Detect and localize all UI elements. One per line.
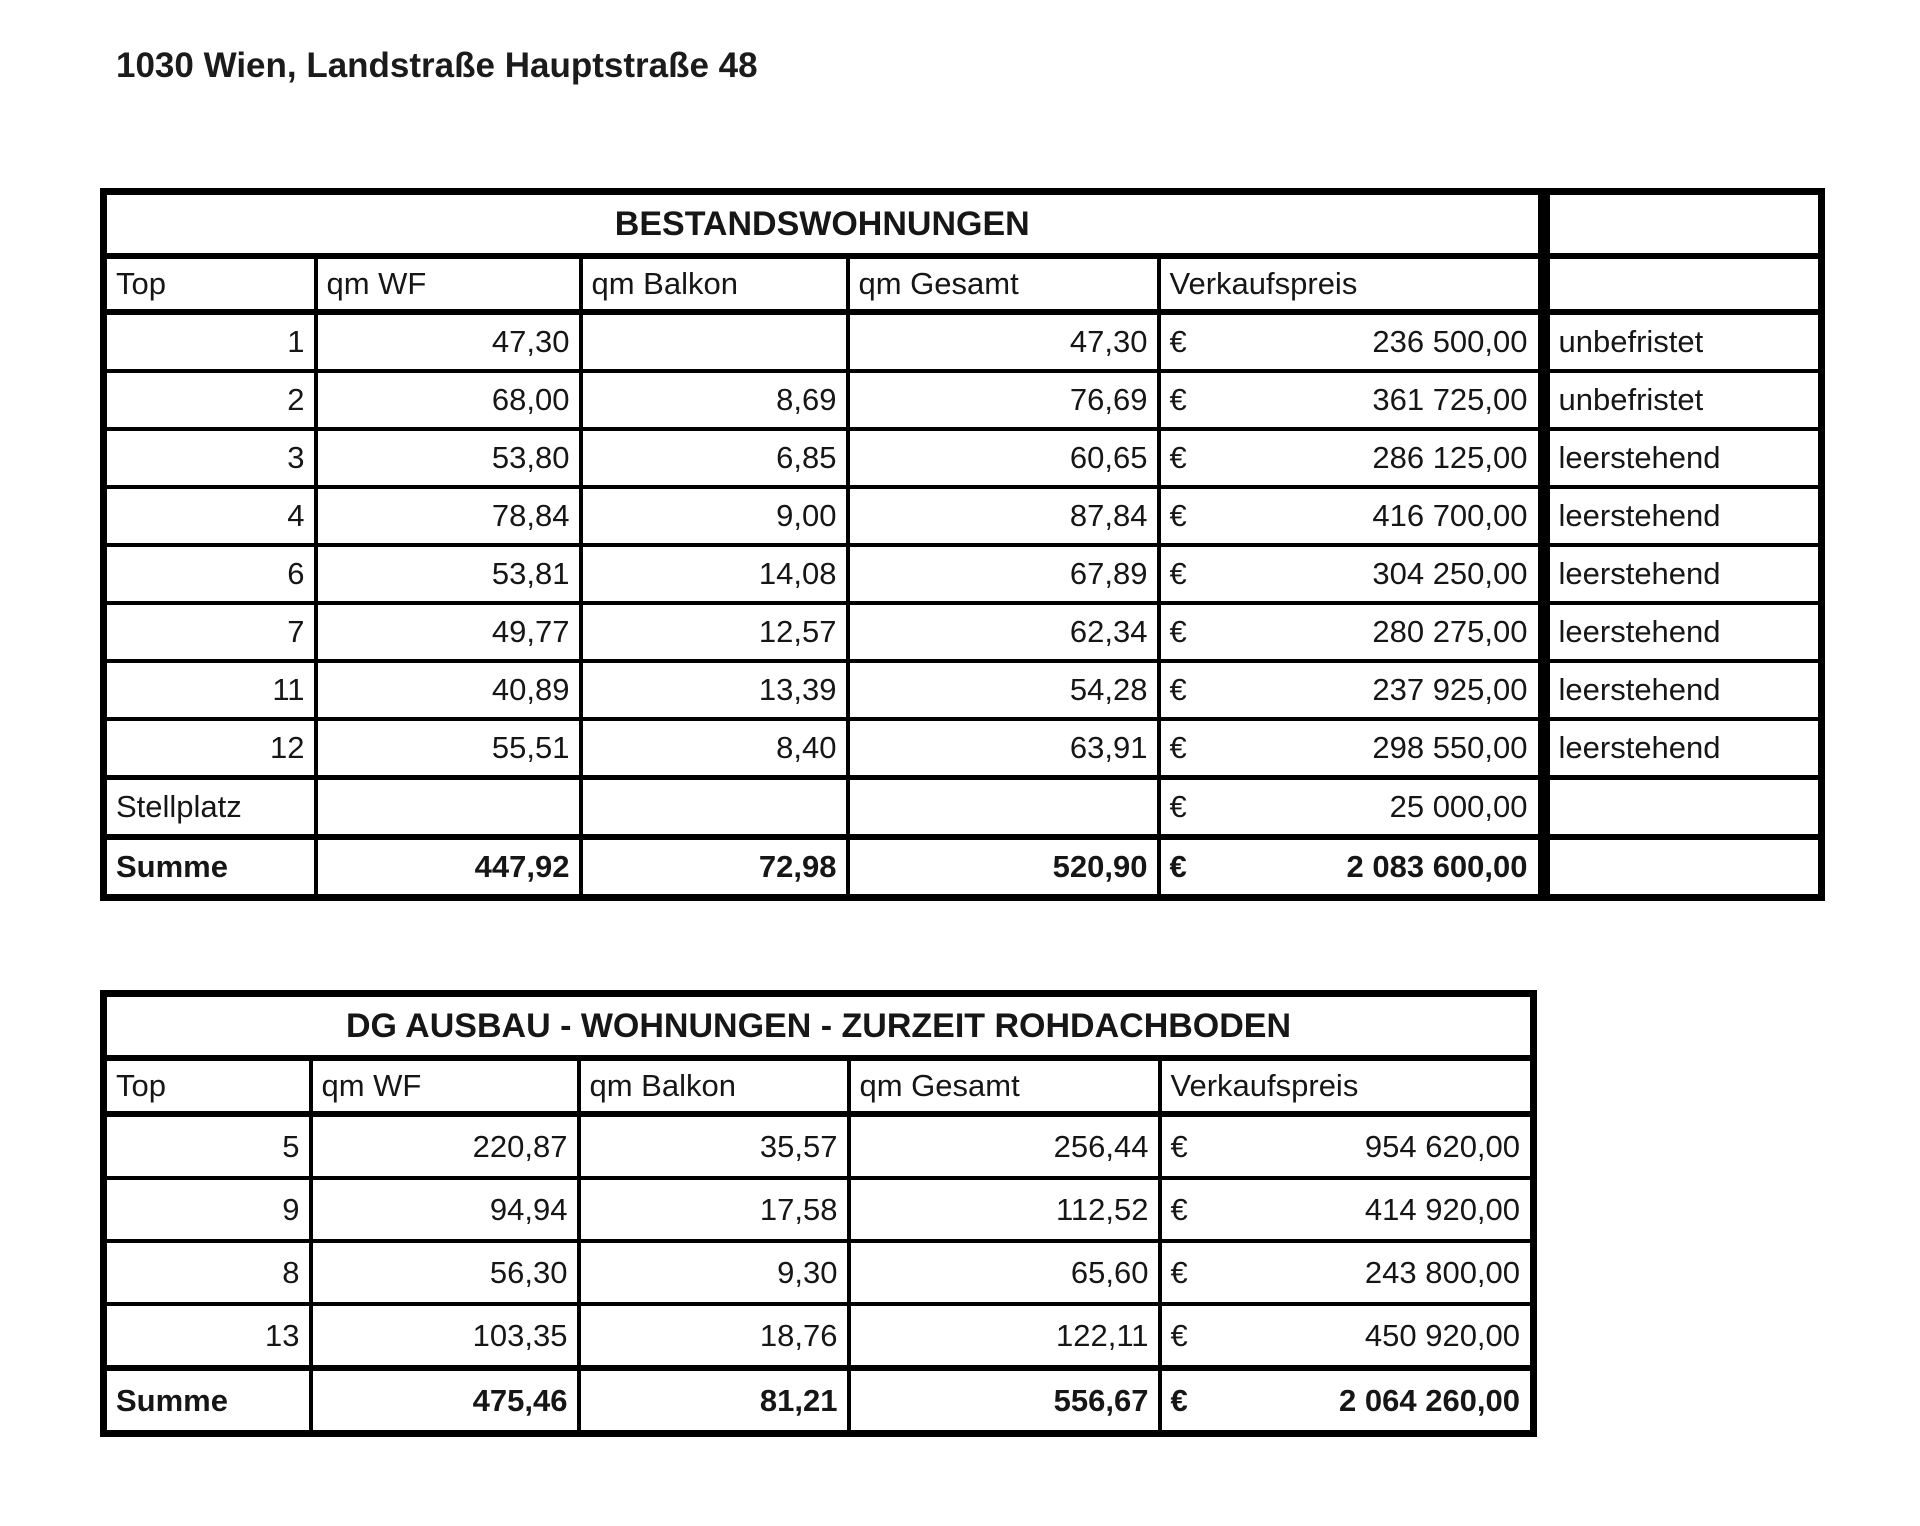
euro-sign: € bbox=[1169, 324, 1187, 359]
cell-qm-wf: 103,35 bbox=[311, 1304, 579, 1368]
price-amount: 236 500,00 bbox=[1372, 324, 1528, 359]
cell-qm-wf: 55,51 bbox=[316, 719, 581, 778]
cell-price bbox=[1159, 429, 1544, 487]
cell-qm-wf: 447,92 bbox=[316, 837, 581, 898]
cell-status: leerstehend bbox=[1544, 487, 1822, 545]
euro-sign: € bbox=[1170, 1128, 1188, 1164]
cell-price bbox=[1160, 1368, 1534, 1434]
cell-status: leerstehend bbox=[1544, 661, 1822, 719]
cell-top: Summe bbox=[104, 1368, 311, 1434]
col-header-top: Top bbox=[104, 256, 316, 312]
cell-qm-wf: 53,81 bbox=[316, 545, 581, 603]
cell-qm-wf: 220,87 bbox=[311, 1114, 579, 1178]
euro-sign: € bbox=[1169, 498, 1187, 533]
cell-qm-balkon: 8,40 bbox=[581, 719, 848, 778]
table-row bbox=[104, 312, 1822, 371]
cell-qm-balkon: 81,21 bbox=[579, 1368, 849, 1434]
cell-qm-wf: 78,84 bbox=[316, 487, 581, 545]
cell-qm-balkon bbox=[581, 312, 848, 371]
euro-sign: € bbox=[1169, 556, 1187, 591]
cell-price bbox=[1159, 487, 1544, 545]
price-amount: 954 620,00 bbox=[1364, 1128, 1521, 1164]
summe-row bbox=[104, 837, 1822, 898]
euro-sign: € bbox=[1170, 1317, 1188, 1353]
table-row bbox=[104, 603, 1822, 661]
price-amount: 280 275,00 bbox=[1372, 614, 1528, 649]
cell-qm-balkon: 17,58 bbox=[579, 1178, 849, 1241]
dg-ausbau-table bbox=[100, 990, 1537, 1437]
cell-price bbox=[1159, 312, 1544, 371]
table1-header-row bbox=[104, 256, 1822, 312]
table-row bbox=[104, 429, 1822, 487]
price-amount: 2 083 600,00 bbox=[1346, 849, 1528, 884]
col-header-verkaufspreis: Verkaufspreis bbox=[1159, 256, 1544, 312]
cell-price bbox=[1159, 778, 1544, 838]
cell-top: 2 bbox=[104, 371, 316, 429]
cell-price bbox=[1159, 603, 1544, 661]
table-row bbox=[104, 1178, 1534, 1241]
table-row bbox=[104, 661, 1822, 719]
cell-price bbox=[1160, 1114, 1534, 1178]
cell-top: 12 bbox=[104, 719, 316, 778]
cell-qm-balkon: 18,76 bbox=[579, 1304, 849, 1368]
price-amount: 237 925,00 bbox=[1372, 672, 1528, 707]
price-amount: 414 920,00 bbox=[1364, 1191, 1521, 1227]
price-amount: 361 725,00 bbox=[1372, 382, 1528, 417]
euro-sign: € bbox=[1169, 849, 1187, 884]
cell-qm-gesamt: 556,67 bbox=[849, 1368, 1160, 1434]
bestandswohnungen-table bbox=[100, 188, 1825, 901]
cell-qm-wf: 53,80 bbox=[316, 429, 581, 487]
table-row bbox=[104, 1241, 1534, 1304]
summe-row bbox=[104, 1368, 1534, 1434]
stellplatz-row bbox=[104, 778, 1822, 838]
col-header-top: Top bbox=[104, 1058, 311, 1114]
cell-qm-balkon: 6,85 bbox=[581, 429, 848, 487]
cell-qm-gesamt: 67,89 bbox=[848, 545, 1159, 603]
euro-sign: € bbox=[1169, 614, 1187, 649]
cell-qm-wf: 40,89 bbox=[316, 661, 581, 719]
cell-price bbox=[1159, 661, 1544, 719]
cell-price bbox=[1160, 1178, 1534, 1241]
cell-qm-gesamt: 62,34 bbox=[848, 603, 1159, 661]
cell-top: 9 bbox=[104, 1178, 311, 1241]
col-header-qm-balkon: qm Balkon bbox=[581, 256, 848, 312]
cell-qm-balkon: 12,57 bbox=[581, 603, 848, 661]
cell-qm-gesamt: 76,69 bbox=[848, 371, 1159, 429]
cell-top: 7 bbox=[104, 603, 316, 661]
cell-top: 5 bbox=[104, 1114, 311, 1178]
cell-qm-gesamt: 60,65 bbox=[848, 429, 1159, 487]
euro-sign: € bbox=[1169, 789, 1187, 824]
table2-title-row bbox=[104, 994, 1534, 1059]
cell-qm-balkon: 72,98 bbox=[581, 837, 848, 898]
price-amount: 304 250,00 bbox=[1372, 556, 1528, 591]
cell-qm-gesamt: 65,60 bbox=[849, 1241, 1160, 1304]
cell-qm-wf: 68,00 bbox=[316, 371, 581, 429]
cell-qm-wf: 47,30 bbox=[316, 312, 581, 371]
cell-status: leerstehend bbox=[1544, 429, 1822, 487]
cell-qm-balkon: 14,08 bbox=[581, 545, 848, 603]
table2-title: DG AUSBAU - WOHNUNGEN - ZURZEIT ROHDACHBODEN bbox=[104, 994, 1534, 1059]
cell-status bbox=[1544, 837, 1822, 898]
cell-qm-gesamt: 54,28 bbox=[848, 661, 1159, 719]
col-header-qm-wf: qm WF bbox=[316, 256, 581, 312]
cell-qm-balkon: 9,00 bbox=[581, 487, 848, 545]
col-header-qm-gesamt: qm Gesamt bbox=[848, 256, 1159, 312]
cell-top: 3 bbox=[104, 429, 316, 487]
cell-top: 1 bbox=[104, 312, 316, 371]
cell-price bbox=[1159, 371, 1544, 429]
col-header-verkaufspreis: Verkaufspreis bbox=[1160, 1058, 1534, 1114]
cell-qm-gesamt: 87,84 bbox=[848, 487, 1159, 545]
price-amount: 298 550,00 bbox=[1372, 730, 1528, 765]
table1-title-side-cell bbox=[1544, 192, 1822, 257]
euro-sign: € bbox=[1169, 672, 1187, 707]
cell-qm-wf bbox=[316, 778, 581, 838]
cell-status: leerstehend bbox=[1544, 603, 1822, 661]
col-header-qm-balkon: qm Balkon bbox=[579, 1058, 849, 1114]
cell-qm-gesamt: 47,30 bbox=[848, 312, 1159, 371]
euro-sign: € bbox=[1170, 1254, 1188, 1290]
table1-title-row bbox=[104, 192, 1822, 257]
col-header-qm-gesamt: qm Gesamt bbox=[849, 1058, 1160, 1114]
euro-sign: € bbox=[1169, 440, 1187, 475]
table-row bbox=[104, 1114, 1534, 1178]
price-amount: 243 800,00 bbox=[1364, 1254, 1521, 1290]
cell-qm-wf: 49,77 bbox=[316, 603, 581, 661]
cell-status bbox=[1544, 778, 1822, 838]
page-title: 1030 Wien, Landstraße Hauptstraße 48 bbox=[116, 46, 758, 85]
price-amount: 286 125,00 bbox=[1372, 440, 1528, 475]
col-header-qm-wf: qm WF bbox=[311, 1058, 579, 1114]
cell-qm-gesamt bbox=[848, 778, 1159, 838]
cell-price bbox=[1160, 1241, 1534, 1304]
cell-top: Stellplatz bbox=[104, 778, 316, 838]
cell-qm-gesamt: 256,44 bbox=[849, 1114, 1160, 1178]
table-row bbox=[104, 545, 1822, 603]
cell-qm-gesamt: 63,91 bbox=[848, 719, 1159, 778]
cell-qm-balkon bbox=[581, 778, 848, 838]
table-row bbox=[104, 1304, 1534, 1368]
price-amount: 416 700,00 bbox=[1372, 498, 1528, 533]
euro-sign: € bbox=[1169, 730, 1187, 765]
cell-top: 8 bbox=[104, 1241, 311, 1304]
cell-price bbox=[1159, 837, 1544, 898]
cell-qm-gesamt: 122,11 bbox=[849, 1304, 1160, 1368]
cell-qm-wf: 475,46 bbox=[311, 1368, 579, 1434]
cell-qm-balkon: 8,69 bbox=[581, 371, 848, 429]
table2-header-row bbox=[104, 1058, 1534, 1114]
cell-status: unbefristet bbox=[1544, 371, 1822, 429]
cell-top: 11 bbox=[104, 661, 316, 719]
cell-qm-balkon: 9,30 bbox=[579, 1241, 849, 1304]
euro-sign: € bbox=[1170, 1191, 1188, 1227]
cell-qm-wf: 56,30 bbox=[311, 1241, 579, 1304]
cell-qm-balkon: 13,39 bbox=[581, 661, 848, 719]
price-amount: 2 064 260,00 bbox=[1339, 1382, 1521, 1418]
cell-top: Summe bbox=[104, 837, 316, 898]
euro-sign: € bbox=[1170, 1382, 1188, 1418]
table-row bbox=[104, 487, 1822, 545]
table1-title: BESTANDSWOHNUNGEN bbox=[104, 192, 1544, 257]
cell-price bbox=[1159, 719, 1544, 778]
cell-qm-gesamt: 112,52 bbox=[849, 1178, 1160, 1241]
cell-top: 13 bbox=[104, 1304, 311, 1368]
cell-price bbox=[1159, 545, 1544, 603]
table-row bbox=[104, 719, 1822, 778]
price-amount: 25 000,00 bbox=[1389, 789, 1528, 824]
euro-sign: € bbox=[1169, 382, 1187, 417]
cell-qm-balkon: 35,57 bbox=[579, 1114, 849, 1178]
table-row bbox=[104, 371, 1822, 429]
cell-status: leerstehend bbox=[1544, 719, 1822, 778]
cell-status: unbefristet bbox=[1544, 312, 1822, 371]
cell-price bbox=[1160, 1304, 1534, 1368]
cell-top: 4 bbox=[104, 487, 316, 545]
cell-top: 6 bbox=[104, 545, 316, 603]
cell-qm-gesamt: 520,90 bbox=[848, 837, 1159, 898]
price-amount: 450 920,00 bbox=[1364, 1317, 1521, 1353]
cell-status: leerstehend bbox=[1544, 545, 1822, 603]
cell-qm-wf: 94,94 bbox=[311, 1178, 579, 1241]
table1-header-side-cell bbox=[1544, 256, 1822, 312]
